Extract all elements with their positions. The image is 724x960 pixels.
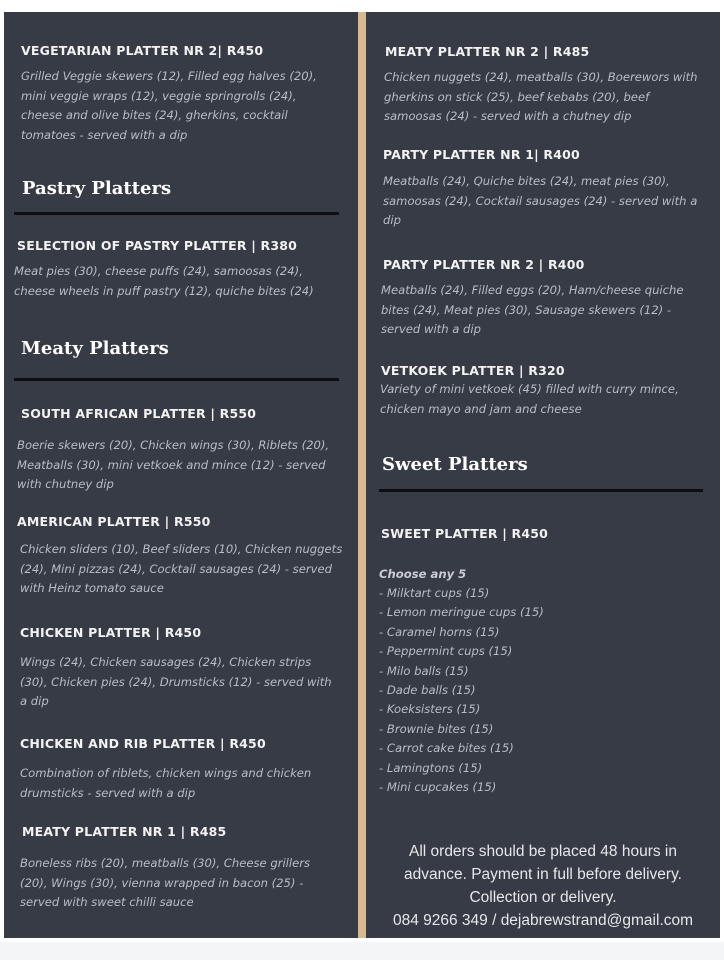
- contact-details: 084 9266 349 / dejabrewstrand@gmail.com: [392, 912, 694, 929]
- menu-item-title: CHICKEN PLATTER | R450: [20, 625, 202, 640]
- menu-item-title: MEATY PLATTER NR 2 | R485: [385, 44, 590, 59]
- section-rule: [379, 489, 703, 492]
- menu-item-title: CHICKEN AND RIB PLATTER | R450: [20, 736, 266, 751]
- menu-item-title: SOUTH AFRICAN PLATTER | R550: [21, 406, 257, 421]
- sweet-item: - Koeksisters (15): [379, 702, 481, 717]
- sweet-item: - Milktart cups (15): [379, 586, 490, 600]
- order-info-line: Collection or delivery.: [469, 889, 617, 906]
- menu-item-description: Boerie skewers (20), Chicken wings (30), Riblets (20), Meatballs (30), mini vetkoek and mince (12) - served with chutney dip: [17, 438, 330, 491]
- menu-item-description: Variety of mini vetkoek (45) filled with curry mince, chicken mayo and jam and cheese: [380, 382, 679, 416]
- order-info: [366, 840, 720, 932]
- menu-item-title: VETKOEK PLATTER | R320: [381, 363, 565, 378]
- order-info-line: All orders should be placed 48 hours in: [409, 843, 677, 860]
- menu-item-description: Chicken nuggets (24), meatballs (30), Boerewors with gherkins on stick (25), beef kebabs (20), beef samoosas (24) - served with a chutney dip: [384, 70, 698, 123]
- sweet-item: - Mini cupcakes (15): [379, 780, 497, 795]
- menu-item-title: SELECTION OF PASTRY PLATTER | R380: [17, 238, 298, 253]
- menu-item-description: Meatballs (24), Quiche bites (24), meat pies (30), samoosas (24), Cocktail sausages (24) - served with a dip: [383, 174, 698, 227]
- menu-item-description: Boneless ribs (20), meatballs (30), Cheese grillers (20), Wings (30), vienna wrapped in bacon (25) - served with sweet chilli sauce: [20, 856, 311, 909]
- menu-item-title: AMERICAN PLATTER | R550: [17, 514, 211, 529]
- menu-item-description: Chicken sliders (10), Beef sliders (10), Chicken nuggets (24), Mini pizzas (24), Cocktail sausages (24) - served with Heinz tomato sauce: [20, 542, 343, 595]
- page-bottom-strip: [0, 942, 724, 960]
- menu-item-title: VEGETARIAN PLATTER NR 2| R450: [21, 43, 264, 58]
- section-rule: [14, 378, 339, 381]
- sweet-item: - Carrot cake bites (15): [379, 741, 514, 756]
- menu-item-title: PARTY PLATTER NR 2 | R400: [383, 257, 585, 272]
- sweet-item: - Lamingtons (15): [379, 760, 483, 775]
- menu-item-description: Meat pies (30), cheese puffs (24), samoosas (24), cheese wheels in puff pastry (12), quiche bites (24): [14, 264, 314, 298]
- menu-item-description: Grilled Veggie skewers (12), Filled egg halves (20), mini veggie wraps (12), veggie springrolls (24), cheese and olive bites (24), gherkins, cocktail tomatoes - served with a dip: [21, 69, 317, 142]
- menu-item-description: Wings (24), Chicken sausages (24), Chicken strips (30), Chicken pies (24), Drumsticks (12) - served with a dip: [20, 655, 332, 708]
- menu-item-title: SWEET PLATTER | R450: [381, 526, 549, 541]
- sweet-item: - Lemon meringue cups (15): [379, 605, 544, 620]
- order-info-line: advance. Payment in full before delivery.: [403, 866, 682, 883]
- menu-item-title: MEATY PLATTER NR 1 | R485: [22, 824, 227, 839]
- sweet-items-list: [379, 584, 544, 797]
- sweet-item: - Milo balls (15): [379, 663, 469, 678]
- menu-item-description: Meatballs (24), Filled eggs (20), Ham/cheese quiche bites (24), Meat pies (30), Sausage skewers (12) - served with a dip: [381, 283, 684, 336]
- column-divider: [358, 12, 366, 938]
- choose-label: Choose any 5: [379, 567, 467, 581]
- menu-item-description: Combination of riblets, chicken wings and chicken drumsticks - served with a dip: [20, 766, 312, 800]
- section-heading-sweet: Sweet Platters: [382, 454, 528, 475]
- menu-item-title: PARTY PLATTER NR 1| R400: [383, 147, 580, 162]
- section-heading-pastry: Pastry Platters: [22, 178, 172, 199]
- sweet-item: - Brownie bites (15): [379, 721, 494, 736]
- sweet-item: - Peppermint cups (15): [379, 644, 513, 659]
- section-heading-meaty: Meaty Platters: [21, 338, 169, 359]
- sweet-item: - Caramel horns (15): [379, 624, 500, 639]
- sweet-item: - Dade balls (15): [379, 683, 476, 698]
- section-rule: [14, 212, 339, 215]
